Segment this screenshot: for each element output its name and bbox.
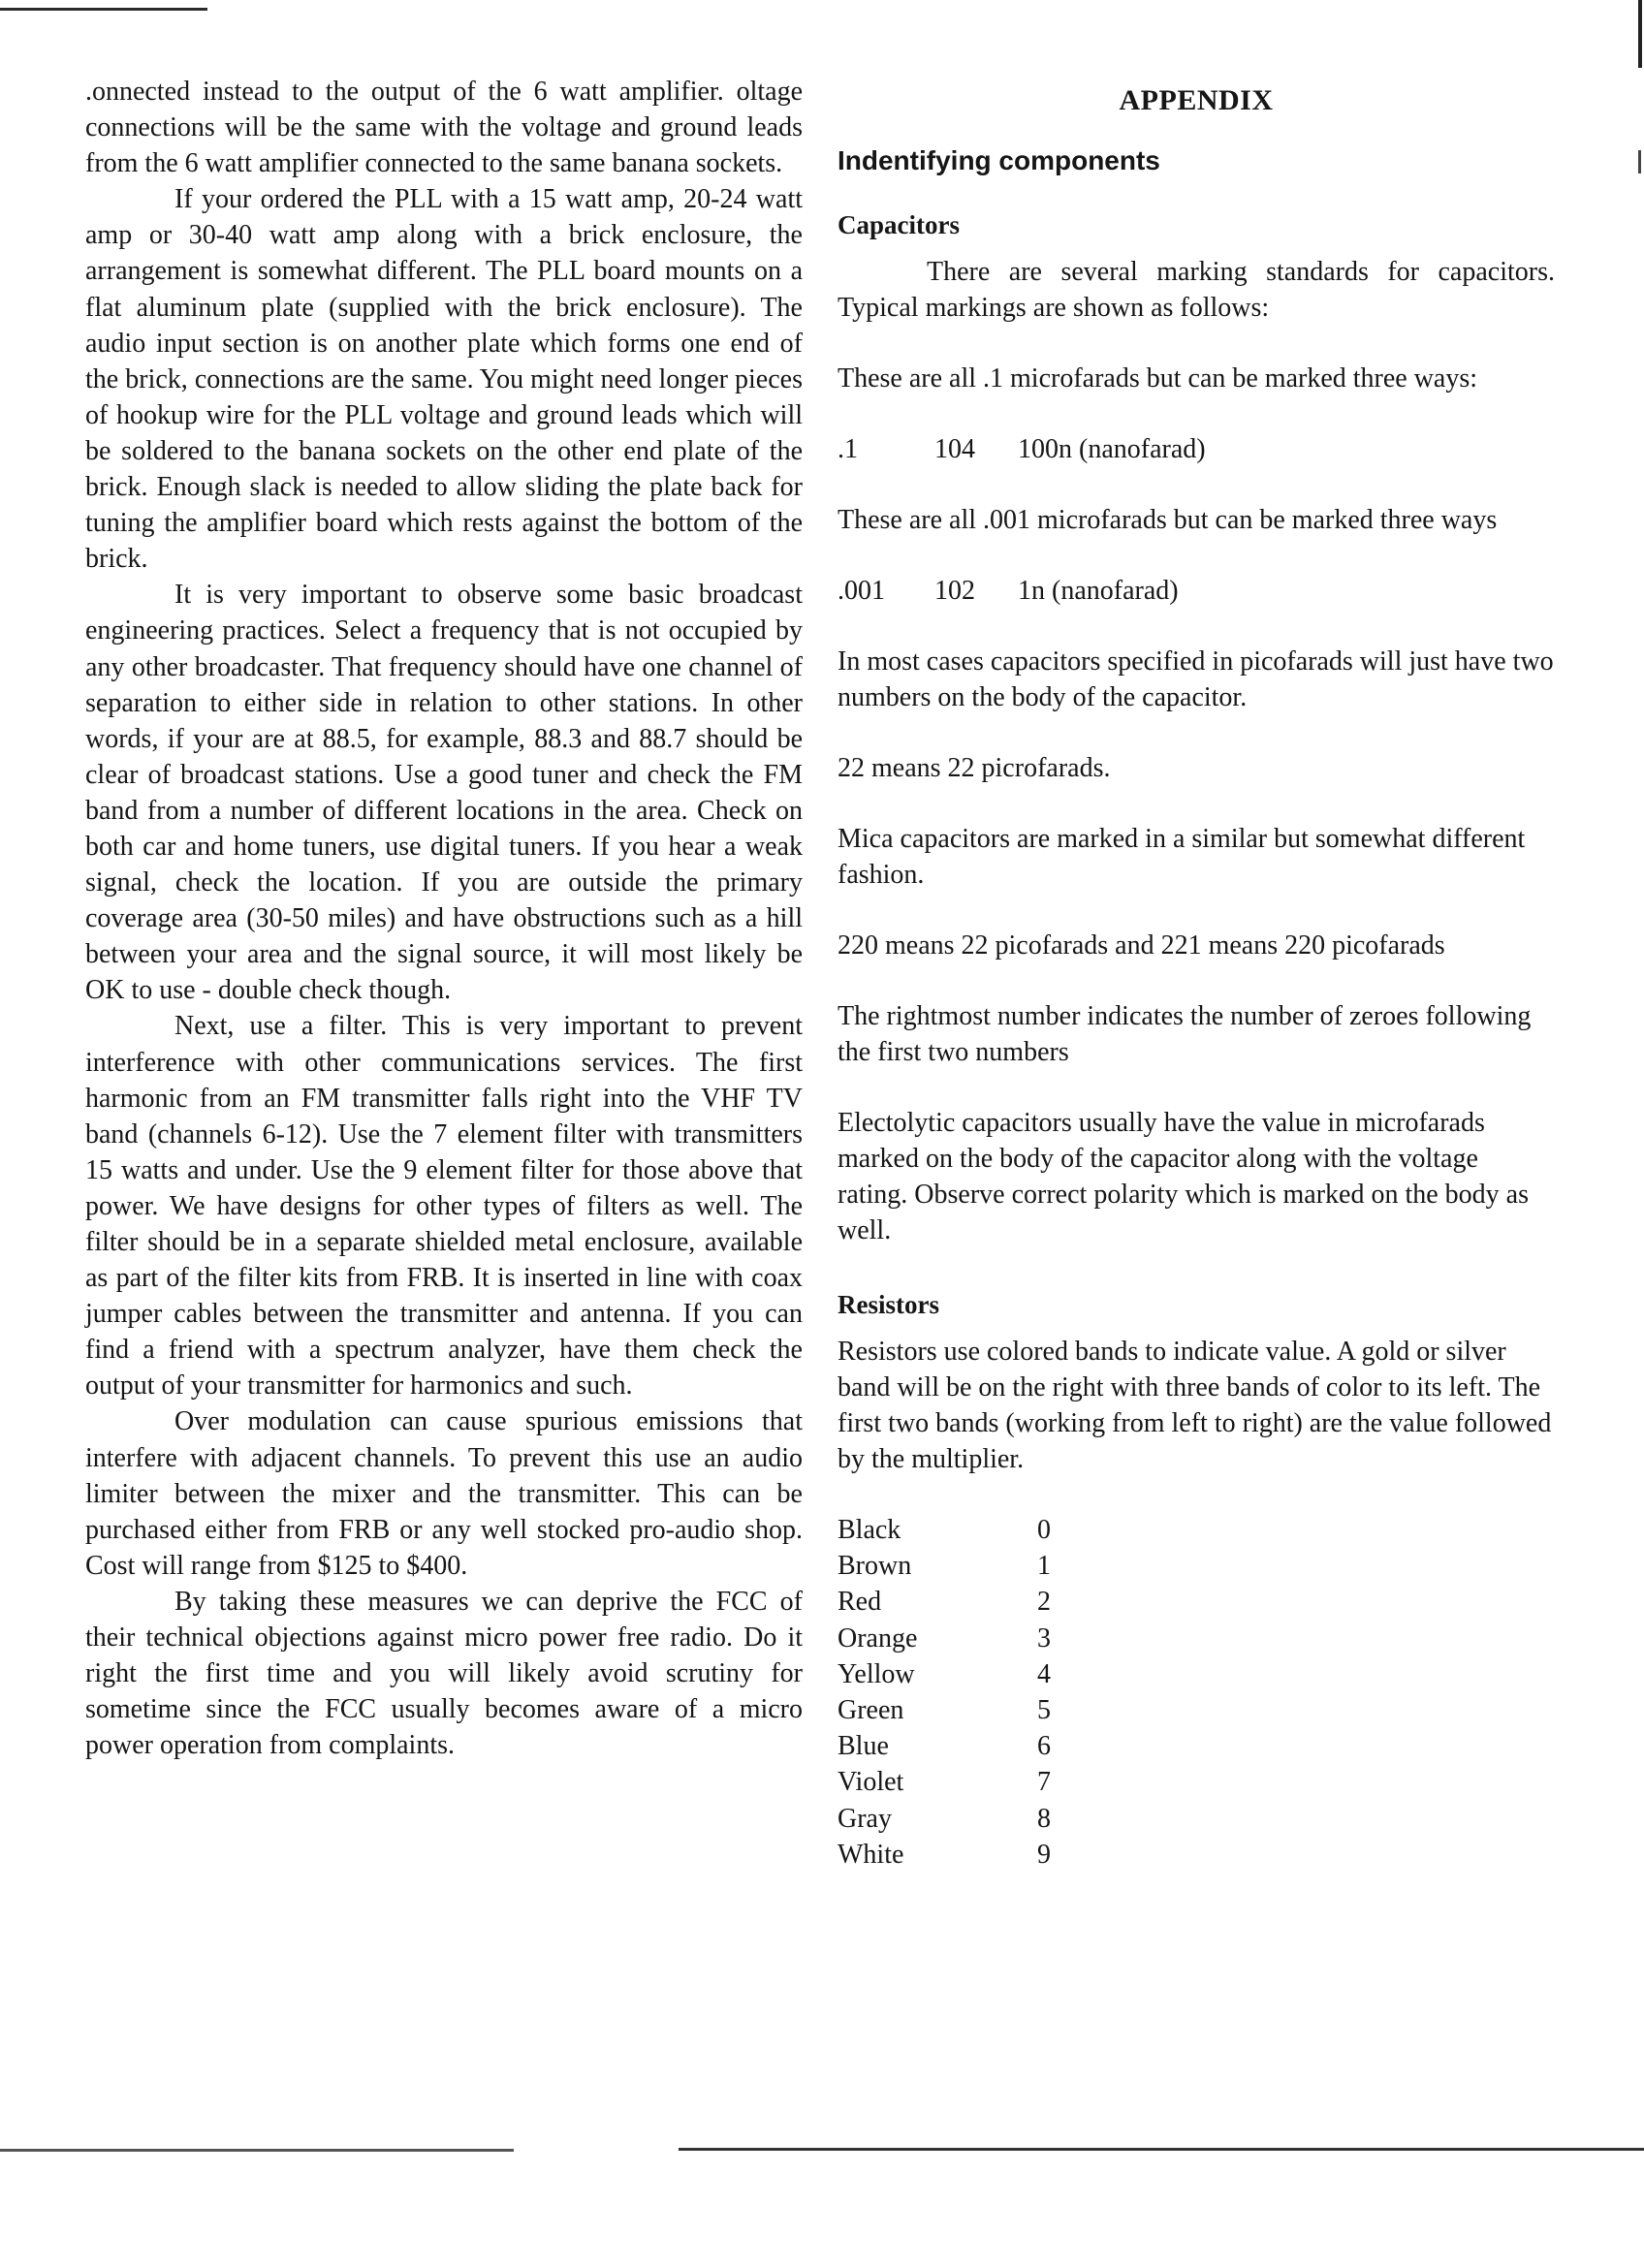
color-name: Orange	[838, 1622, 918, 1654]
marking-cell: 100n (nanofarad)	[1018, 434, 1206, 464]
right-margin-mark	[1638, 150, 1641, 173]
capacitors-p2: These are all .001 microfarads but can be marked three ways	[838, 505, 1498, 535]
color-name: White	[838, 1839, 904, 1870]
color-digit: 6	[1037, 1731, 1051, 1762]
right-column	[838, 83, 1555, 1873]
color-digit: 5	[1037, 1694, 1051, 1725]
capacitors-intro: There are several marking standards for capacitors. Typical markings are shown as follows:	[838, 257, 1555, 323]
color-digit: 3	[1037, 1622, 1051, 1654]
capacitors-p4: 22 means 22 picrofarads.	[838, 753, 1111, 783]
resistors-heading: Resistors	[838, 1290, 939, 1319]
color-digit: 7	[1037, 1767, 1051, 1798]
paragraph-filter: Next, use a filter. This is very important to prevent interference with other communications services. The first harmonic from an FM transmitter falls right into the VHF TV band (channels 6-12). Use the 7 element filter with transmitters 15 watts and under. Use the 9 element filter for those above that power. We have designs for other types of filters as well. The filter should be in a separate shielded metal enclosure, available as part of the filter kits from FRB. It is inserted in line with coax jumper cables between the transmitter and antenna. If you can find a friend with a spectrum analyzer, have them check the output of your transmitter for harmonics and such.	[85, 1011, 803, 1402]
marking-cell: 104	[934, 434, 975, 464]
capacitors-p1: These are all .1 microfarads but can be marked three ways:	[838, 363, 1478, 394]
color-row	[838, 1548, 1555, 1584]
capacitors-p8: Electolytic capacitors usually have the value in microfarads marked on the body of the capacitor along with the voltage rating. Observe correct polarity which is marked on the body as well.	[838, 1108, 1530, 1245]
section-heading: Indentifying components	[838, 145, 1160, 175]
color-row	[838, 1728, 1555, 1764]
color-name: Violet	[838, 1767, 904, 1798]
marking-cell: .1	[838, 434, 858, 464]
right-edge-mark	[1638, 0, 1642, 68]
color-digit: 8	[1037, 1803, 1051, 1834]
color-row	[838, 1512, 1555, 1548]
paragraph-continuation: .onnected instead to the output of the 6 watt amplifier. oltage connections will be the same with the voltage and ground leads from the 6 watt amplifier connected to the same banana sockets.	[85, 77, 803, 179]
resistors-intro: Resistors use colored bands to indicate value. A gold or silver band will be on the right with three bands of color to its left. The first two bands (working from left to right) are the value followed by the multiplier.	[838, 1337, 1552, 1474]
top-rule	[0, 8, 207, 11]
capacitors-heading: Capacitors	[838, 210, 960, 239]
color-row	[838, 1621, 1555, 1656]
color-row	[838, 1801, 1555, 1837]
paragraph-broadcast-practices: It is very important to observe some basic broadcast engineering practices. Select a frequency that is not occupied by any other broadcaster. That frequency should have one channel of separation to either side in relation to other stations. In other words, if your are at 88.5, for example, 88.3 and 88.7 should be clear of broadcast stations. Use a good tuner and check the FM band from a number of different locations in the area. Check on both car and home tuners, use digital tuners. If you hear a weak signal, check the location. If you are outside the primary coverage area (30-50 miles) and have obstructions such as a hill between your area and the signal source, it will most likely be OK to use - double check though.	[85, 580, 803, 1006]
color-digit: 1	[1037, 1551, 1051, 1582]
marking-row-2	[838, 573, 1555, 609]
marking-row-1	[838, 431, 1555, 467]
color-digit: 4	[1037, 1658, 1051, 1689]
paragraph-over-modulation: Over modulation can cause spurious emissions that interfere with adjacent channels. To prevent this use an audio limiter between the mixer and the transmitter. This can be purchased either from FRB or any well stocked pro-audio shop. Cost will range from $125 to $400.	[85, 1406, 803, 1581]
bottom-rule-left	[0, 2149, 514, 2152]
color-row	[838, 1764, 1555, 1800]
color-name: Blue	[838, 1731, 889, 1762]
resistor-color-table	[838, 1512, 1555, 1873]
color-row	[838, 1656, 1555, 1692]
color-digit: 2	[1037, 1587, 1051, 1618]
color-name: Gray	[838, 1803, 892, 1834]
marking-cell: .001	[838, 576, 885, 606]
marking-cell: 102	[934, 576, 975, 606]
color-name: Yellow	[838, 1658, 915, 1689]
capacitors-p3: In most cases capacitors specified in picofarads will just have two numbers on the body of the capacitor.	[838, 646, 1554, 712]
bottom-rule-right	[679, 2148, 1644, 2151]
paragraph-brick-enclosure: If your ordered the PLL with a 15 watt amp, 20-24 watt amp or 30-40 watt amp along with a brick enclosure, the arrangement is somewhat different. The PLL board mounts on a flat aluminum plate (supplied with the brick enclosure). The audio input section is on another plate which forms one end of the brick, connections are the same. You might need longer pieces of hookup wire for the PLL voltage and ground leads which will be soldered to the banana sockets on the other end plate of the brick. Enough slack is needed to allow sliding the plate back for tuning the amplifier board which rests against the bottom of the brick.	[85, 184, 803, 575]
appendix-title: APPENDIX	[1119, 84, 1274, 116]
color-name: Green	[838, 1694, 904, 1725]
color-name: Brown	[838, 1551, 912, 1582]
color-digit: 9	[1037, 1839, 1051, 1870]
left-column	[85, 74, 803, 1763]
color-name: Red	[838, 1587, 882, 1618]
capacitors-p5: Mica capacitors are marked in a similar but somewhat different fashion.	[838, 824, 1526, 890]
color-digit: 0	[1037, 1515, 1051, 1545]
color-row	[838, 1692, 1555, 1728]
color-row	[838, 1837, 1555, 1873]
color-name: Black	[838, 1515, 901, 1545]
capacitors-p7: The rightmost number indicates the number of zeroes following the first two numbers	[838, 1001, 1532, 1067]
paragraph-conclusion: By taking these measures we can deprive the FCC of their technical objections against micro power free radio. Do it right the first time and you will likely avoid scrutiny for sometime since the FCC usually becomes aware of a micro power operation from complaints.	[85, 1586, 803, 1761]
marking-cell: 1n (nanofarad)	[1018, 576, 1179, 606]
capacitors-p6: 220 means 22 picofarads and 221 means 220 picofarads	[838, 930, 1445, 961]
color-row	[838, 1584, 1555, 1620]
